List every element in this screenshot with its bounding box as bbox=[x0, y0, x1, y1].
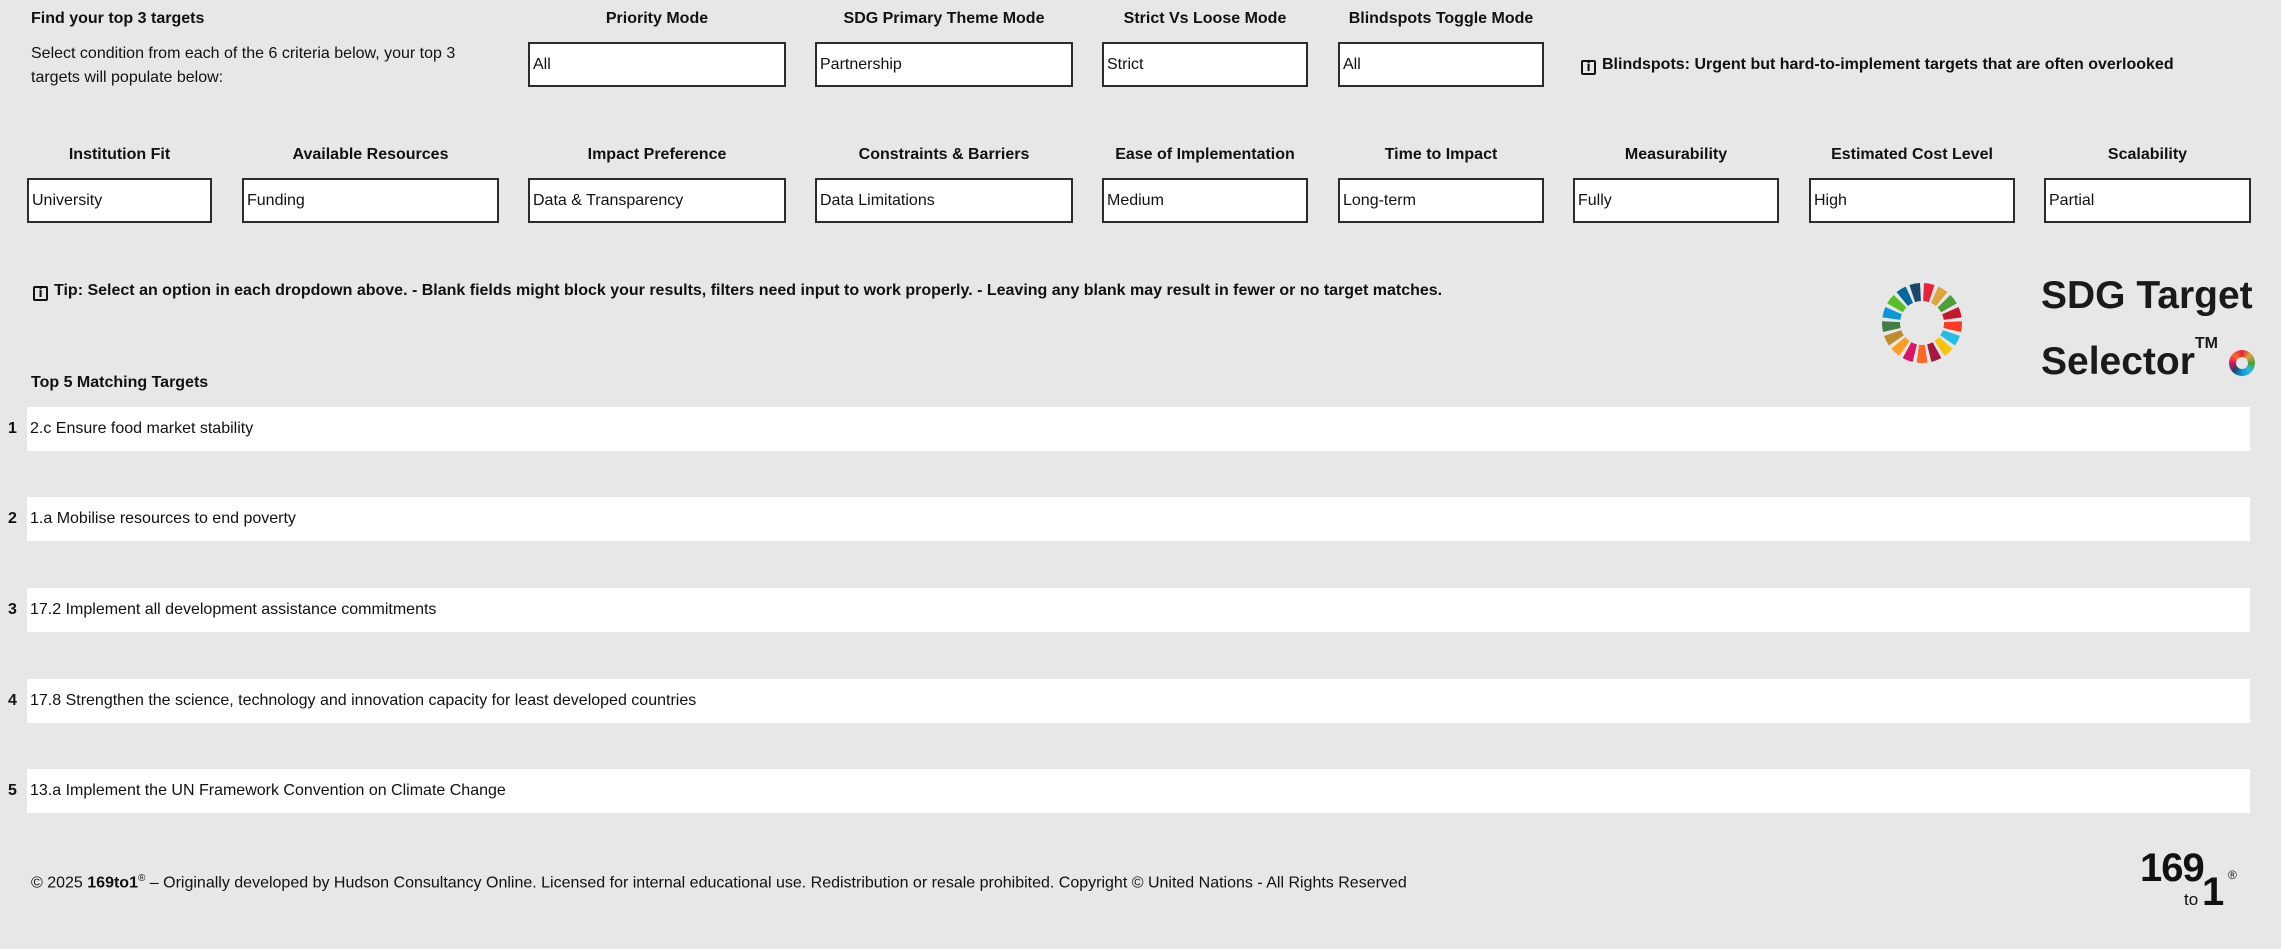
priority-mode-label: Priority Mode bbox=[605, 10, 709, 27]
priority-mode-select[interactable]: All bbox=[528, 42, 786, 87]
result-row[interactable]: 2.c Ensure food market stability bbox=[27, 407, 2250, 451]
row-number: 2 bbox=[8, 510, 17, 527]
results-heading: Top 5 Matching Targets bbox=[31, 374, 209, 391]
institution-fit-select[interactable]: University bbox=[27, 178, 212, 223]
sdg-wheel-segment bbox=[1882, 321, 1901, 332]
row-number: 5 bbox=[8, 782, 17, 799]
sdg-ring-icon bbox=[2229, 350, 2255, 376]
info-icon: i bbox=[33, 286, 48, 301]
measurability-select[interactable]: Fully bbox=[1573, 178, 1779, 223]
sdg-wheel bbox=[1882, 283, 1962, 363]
result-row[interactable]: 17.2 Implement all development assistance commitments bbox=[27, 588, 2250, 632]
ease-of-implementation-label: Ease of Implementation bbox=[1115, 146, 1295, 163]
blindspots-mode-select[interactable]: All bbox=[1338, 42, 1544, 87]
result-row[interactable]: 1.a Mobilise resources to end poverty bbox=[27, 497, 2250, 541]
intro-description: Select condition from each of the 6 criteria below, your top 3 targets will populate below: bbox=[31, 45, 456, 86]
row-number: 4 bbox=[8, 692, 17, 709]
time-to-impact-label: Time to Impact bbox=[1384, 146, 1498, 163]
blindspots-note: i Blindspots: Urgent but hard-to-implement targets that are often overlooked bbox=[1581, 56, 2174, 75]
sdg-wheel-segment bbox=[1917, 345, 1928, 363]
impact-preference-label: Impact Preference bbox=[587, 146, 727, 163]
footer-copyright: © 2025 169to1® – Originally developed by Hudson Consultancy Online. Licensed for internal educational use. Redistribution or resale prohibited. Copyright © United Nations - All Rights Reserved bbox=[31, 873, 1407, 892]
constraints-barriers-select[interactable]: Data Limitations bbox=[815, 178, 1073, 223]
ease-of-implementation-select[interactable]: Medium bbox=[1102, 178, 1308, 223]
measurability-label: Measurability bbox=[1624, 146, 1728, 163]
sdg-theme-mode-select[interactable]: Partnership bbox=[815, 42, 1073, 87]
app-title-logo: SDG Target Selector™ bbox=[2041, 272, 2255, 386]
row-number: 1 bbox=[8, 420, 17, 437]
institution-fit-label: Institution Fit bbox=[68, 146, 171, 163]
estimated-cost-select[interactable]: High bbox=[1809, 178, 2015, 223]
row-number: 3 bbox=[8, 601, 17, 618]
strict-loose-mode-select[interactable]: Strict bbox=[1102, 42, 1308, 87]
estimated-cost-label: Estimated Cost Level bbox=[1831, 146, 1993, 163]
scalability-select[interactable]: Partial bbox=[2044, 178, 2251, 223]
time-to-impact-select[interactable]: Long-term bbox=[1338, 178, 1544, 223]
strict-loose-mode-label: Strict Vs Loose Mode bbox=[1123, 10, 1287, 27]
available-resources-select[interactable]: Funding bbox=[242, 178, 499, 223]
scalability-label: Scalability bbox=[2107, 146, 2188, 163]
impact-preference-select[interactable]: Data & Transparency bbox=[528, 178, 786, 223]
sdg-wheel-segment bbox=[1943, 321, 1962, 332]
tip-note: i Tip: Select an option in each dropdown above. - Blank fields might block your results, filters need input to work properly. - Leaving any blank may result in fewer or no target matches. bbox=[33, 282, 1442, 301]
sdg-theme-mode-label: SDG Primary Theme Mode bbox=[843, 10, 1045, 27]
intro-title: Find your top 3 targets bbox=[31, 10, 205, 27]
info-icon: i bbox=[1581, 60, 1596, 75]
brand-169to1-logo: 169 to 1 ® bbox=[2140, 846, 2237, 914]
result-row[interactable]: 17.8 Strengthen the science, technology and innovation capacity for least developed countries bbox=[27, 679, 2250, 723]
blindspots-mode-label: Blindspots Toggle Mode bbox=[1348, 10, 1534, 27]
available-resources-label: Available Resources bbox=[292, 146, 449, 163]
constraints-barriers-label: Constraints & Barriers bbox=[858, 146, 1030, 163]
sdg-wheel-logo bbox=[1880, 278, 1964, 368]
result-row[interactable]: 13.a Implement the UN Framework Convention on Climate Change bbox=[27, 769, 2250, 813]
